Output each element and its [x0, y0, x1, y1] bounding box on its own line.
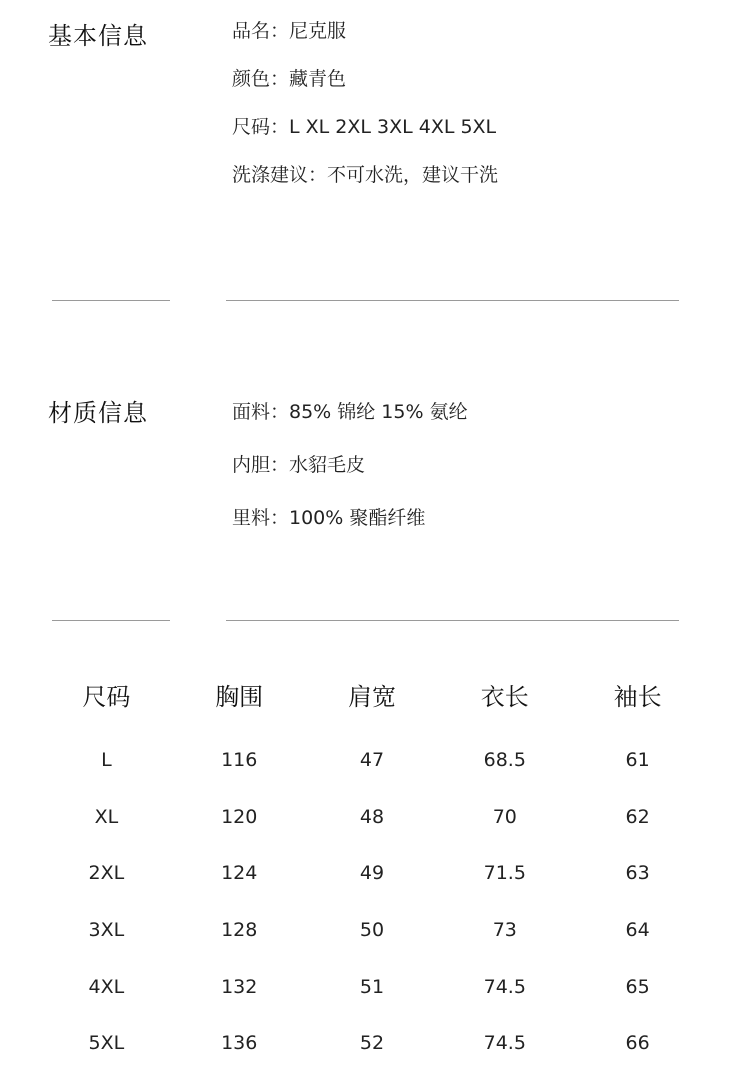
- table-row: [40, 845, 704, 902]
- length-cell: 70: [492, 805, 517, 828]
- shoulder-cell: 49: [359, 862, 385, 885]
- header-spacer: [40, 722, 704, 732]
- header-length: 衣长: [480, 682, 529, 711]
- length-cell: 71.5: [483, 862, 526, 885]
- size-chart-header-row: [40, 666, 704, 722]
- header-sleeve: 袖长: [613, 682, 662, 711]
- chest-cell: 120: [221, 805, 258, 828]
- divider-left-2: [52, 620, 170, 621]
- sleeve-cell: 61: [625, 749, 650, 772]
- length-cell: 68.5: [483, 749, 526, 772]
- divider-right-2: [226, 620, 679, 621]
- material-info-title: 材质信息: [48, 399, 148, 427]
- shoulder-cell: 47: [359, 749, 385, 772]
- length-cell: 74.5: [483, 975, 526, 998]
- size-options-line: 尺码：L XL 2XL 3XL 4XL 5XL: [232, 116, 497, 138]
- chest-cell: 136: [221, 1032, 258, 1055]
- shoulder-cell: 52: [359, 1032, 385, 1055]
- chest-cell: 132: [221, 975, 258, 998]
- shoulder-cell: 48: [359, 805, 385, 828]
- table-row: [40, 1015, 704, 1072]
- size-cell: 2XL: [88, 862, 125, 885]
- header-shoulder: 肩宽: [347, 682, 396, 711]
- size-cell: 3XL: [88, 919, 125, 942]
- color-line: 颜色：藏青色: [232, 68, 347, 90]
- size-cell: L: [101, 749, 112, 772]
- header-size: 尺码: [82, 682, 131, 711]
- table-row: [40, 958, 704, 1015]
- divider-left-1: [52, 300, 170, 301]
- divider-right-1: [226, 300, 679, 301]
- size-chart-table: [40, 666, 704, 1072]
- basic-info-title: 基本信息: [48, 22, 148, 50]
- shoulder-cell: 51: [359, 975, 385, 998]
- sleeve-cell: 63: [625, 862, 650, 885]
- product-name-line: 品名：尼克服: [232, 20, 347, 42]
- table-row: [40, 789, 704, 846]
- fabric-line: 面料：85% 锦纶 15% 氨纶: [232, 401, 468, 423]
- sleeve-cell: 65: [625, 975, 650, 998]
- size-cell: 4XL: [88, 975, 125, 998]
- chest-cell: 124: [221, 862, 258, 885]
- lining-inner-line: 内胆：水貂毛皮: [232, 454, 366, 476]
- chest-cell: 116: [221, 749, 258, 772]
- sleeve-cell: 64: [625, 919, 650, 942]
- table-row: [40, 732, 704, 789]
- size-cell: 5XL: [88, 1032, 125, 1055]
- length-cell: 73: [492, 919, 517, 942]
- wash-advice-line: 洗涤建议：不可水洗，建议干洗: [232, 164, 499, 186]
- size-cell: XL: [94, 805, 119, 828]
- sleeve-cell: 66: [625, 1032, 650, 1055]
- chest-cell: 128: [221, 919, 258, 942]
- shoulder-cell: 50: [359, 919, 385, 942]
- table-row: [40, 902, 704, 959]
- header-chest: 胸围: [215, 682, 264, 711]
- sleeve-cell: 62: [625, 805, 650, 828]
- length-cell: 74.5: [483, 1032, 526, 1055]
- lining-line: 里料：100% 聚酯纤维: [232, 507, 426, 529]
